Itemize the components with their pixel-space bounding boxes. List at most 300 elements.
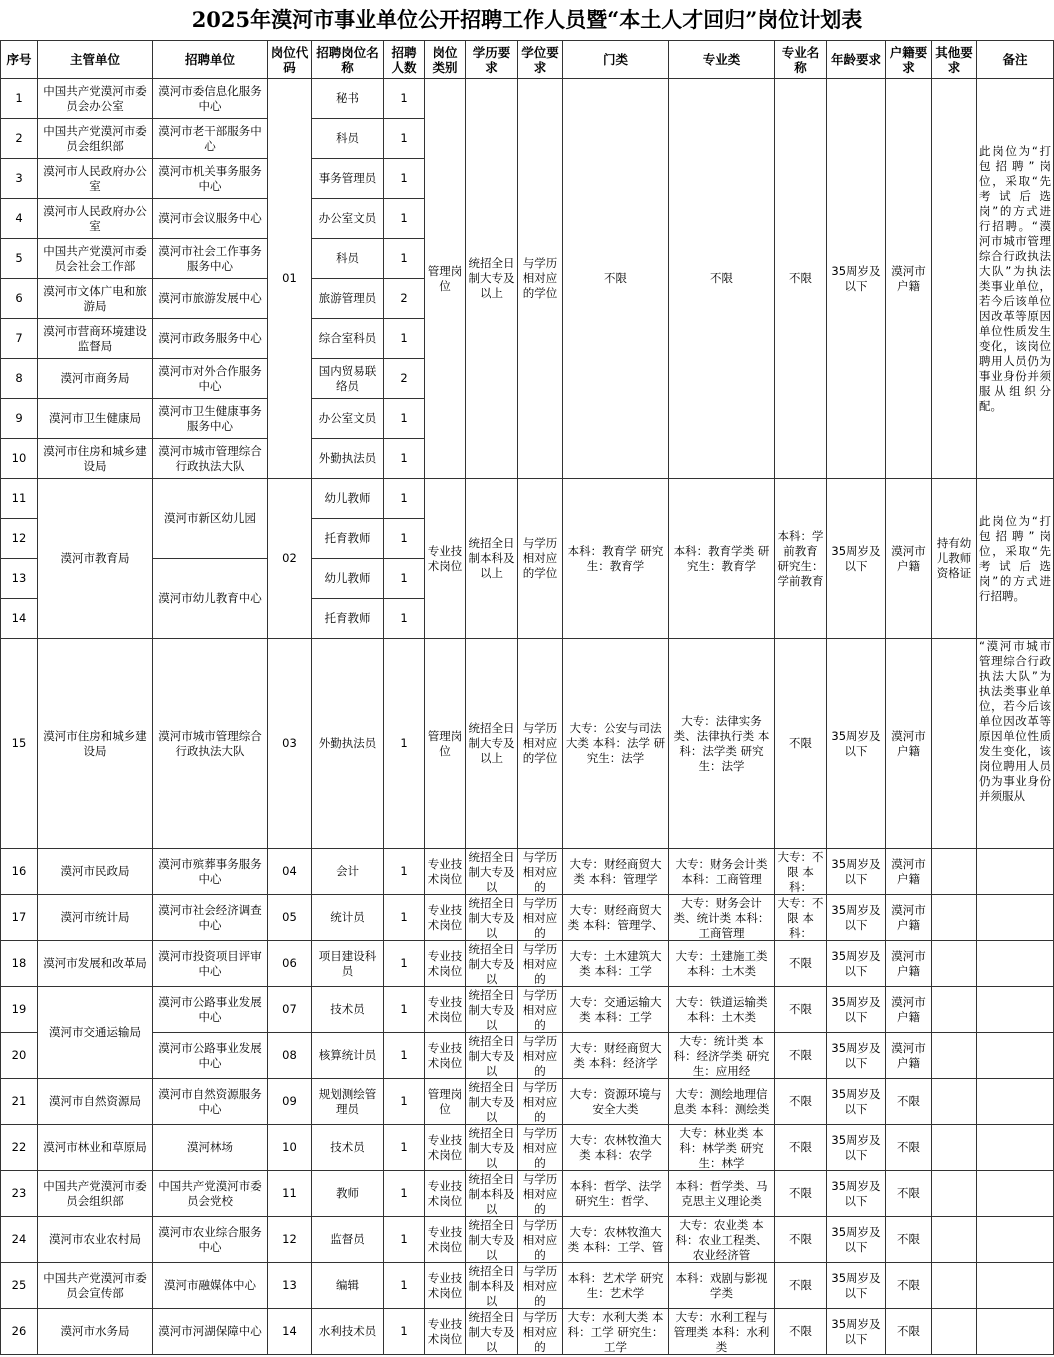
table-row	[1, 941, 1054, 987]
cell-dept: 漠河市统计局	[38, 895, 153, 941]
cell-note	[977, 849, 1054, 895]
cell-deg: 与学历相对应的学位	[518, 79, 563, 479]
cell-post: 会计	[312, 849, 384, 895]
cell-deg: 与学历相对应的学位	[518, 639, 563, 849]
cell-post: 科员	[312, 239, 384, 279]
cell-post: 托育教师	[312, 519, 384, 559]
cell-code: 05	[268, 895, 312, 941]
cell-dept: 漠河市住房和城乡建设局	[38, 639, 153, 849]
cell-name: 大专：不限 本科：	[775, 895, 827, 941]
cell-unit: 漠河市政务服务中心	[153, 319, 268, 359]
cell-no: 19	[1, 987, 38, 1033]
header-cell: 招聘岗位名称	[312, 41, 384, 79]
cell-deg: 与学历相对应的	[518, 941, 563, 987]
cell-age: 35周岁及以下	[827, 1171, 886, 1217]
cell-cat: 专业技术岗位	[425, 987, 466, 1033]
cell-unit: 漠河市投资项目评审中心	[153, 941, 268, 987]
cell-name: 不限	[775, 1309, 827, 1355]
table-row	[1, 1217, 1054, 1263]
table-row	[1, 1079, 1054, 1125]
header-cell: 其他要求	[932, 41, 977, 79]
cell-no: 25	[1, 1263, 38, 1309]
cell-hukou: 不限	[886, 1079, 932, 1125]
cell-edu: 统招全日制大专及以	[466, 1079, 518, 1125]
cell-zhuan: 大专：法律实务类、法律执行类 本科：法学类 研究生：法学	[669, 639, 775, 849]
cell-other	[932, 1033, 977, 1079]
cell-edu: 统招全日制大专及以	[466, 1125, 518, 1171]
cell-no: 3	[1, 159, 38, 199]
cell-unit: 漠河市殡葬事务服务中心	[153, 849, 268, 895]
cell-men: 不限	[563, 79, 669, 479]
cell-cat: 专业技术岗位	[425, 1171, 466, 1217]
cell-num: 1	[384, 639, 425, 849]
cell-unit: 漠河市旅游发展中心	[153, 279, 268, 319]
cell-post: 办公室文员	[312, 399, 384, 439]
cell-hukou: 漠河市户籍	[886, 1033, 932, 1079]
cell-zhuan: 大专：土建施工类 本科：土木类	[669, 941, 775, 987]
cell-note: 此岗位为“打包招聘”岗位，采取“先考试后选岗”的方式进行招聘。	[977, 479, 1054, 639]
cell-men: 本科：教育学 研究生：教育学	[563, 479, 669, 639]
cell-code: 01	[268, 79, 312, 479]
cell-num: 1	[384, 1079, 425, 1125]
cell-name: 不限	[775, 1079, 827, 1125]
cell-num: 1	[384, 439, 425, 479]
cell-note	[977, 1079, 1054, 1125]
cell-name: 不限	[775, 79, 827, 479]
cell-cat: 专业技术岗位	[425, 1125, 466, 1171]
cell-deg: 与学历相对应的	[518, 1309, 563, 1355]
table-row	[1, 479, 1054, 519]
cell-unit: 漠河市社会经济调查中心	[153, 895, 268, 941]
cell-age: 35周岁及以下	[827, 1079, 886, 1125]
cell-dept: 漠河市住房和城乡建设局	[38, 439, 153, 479]
cell-men: 大专：水利大类 本科：工学 研究生：工学	[563, 1309, 669, 1355]
cell-name: 不限	[775, 987, 827, 1033]
cell-code: 12	[268, 1217, 312, 1263]
cell-unit: 漠河市公路事业发展中心	[153, 1033, 268, 1079]
cell-zhuan: 大专：铁道运输类 本科：土木类	[669, 987, 775, 1033]
table-row	[1, 1263, 1054, 1309]
cell-men: 大专：交通运输大类 本科：工学	[563, 987, 669, 1033]
cell-no: 5	[1, 239, 38, 279]
cell-hukou: 漠河市户籍	[886, 941, 932, 987]
cell-men: 大专：公安与司法大类 本科：法学 研究生：法学	[563, 639, 669, 849]
cell-other	[932, 987, 977, 1033]
cell-age: 35周岁及以下	[827, 1033, 886, 1079]
cell-cat: 管理岗位	[425, 639, 466, 849]
cell-other	[932, 849, 977, 895]
cell-dept: 漠河市文体广电和旅游局	[38, 279, 153, 319]
cell-unit: 漠河市老干部服务中心	[153, 119, 268, 159]
cell-code: 02	[268, 479, 312, 639]
page-title: 2025年漠河市事业单位公开招聘工作人员暨“本土人才回归”岗位计划表	[191, 7, 863, 32]
cell-zhuan: 不限	[669, 79, 775, 479]
cell-unit: 漠河市融媒体中心	[153, 1263, 268, 1309]
cell-note	[977, 1217, 1054, 1263]
header-cell: 备注	[977, 41, 1054, 79]
table-row	[1, 79, 1054, 119]
cell-post: 办公室文员	[312, 199, 384, 239]
cell-num: 1	[384, 895, 425, 941]
cell-age: 35周岁及以下	[827, 479, 886, 639]
cell-num: 1	[384, 119, 425, 159]
cell-cat: 管理岗位	[425, 79, 466, 479]
cell-unit: 漠河市社会工作事务服务中心	[153, 239, 268, 279]
cell-zhuan: 大专：水利工程与管理类 本科：水利类	[669, 1309, 775, 1355]
cell-men: 本科：艺术学 研究生：艺术学	[563, 1263, 669, 1309]
cell-dept: 漠河市民政局	[38, 849, 153, 895]
cell-num: 1	[384, 1263, 425, 1309]
cell-edu: 统招全日制大专及以	[466, 1033, 518, 1079]
cell-age: 35周岁及以下	[827, 1217, 886, 1263]
cell-dept: 漠河市商务局	[38, 359, 153, 399]
cell-no: 23	[1, 1171, 38, 1217]
cell-edu: 统招全日制大专及以	[466, 895, 518, 941]
cell-zhuan: 大专：农业类 本科：农业工程类、农业经济管	[669, 1217, 775, 1263]
cell-men: 大专：土木建筑大类 本科：工学	[563, 941, 669, 987]
cell-num: 1	[384, 1309, 425, 1355]
cell-cat: 专业技术岗位	[425, 895, 466, 941]
header-cell: 岗位代码	[268, 41, 312, 79]
cell-no: 9	[1, 399, 38, 439]
cell-dept: 漠河市营商环境建设监督局	[38, 319, 153, 359]
cell-unit: 漠河市卫生健康事务服务中心	[153, 399, 268, 439]
cell-post: 国内贸易联络员	[312, 359, 384, 399]
cell-dept: 漠河市人民政府办公室	[38, 159, 153, 199]
cell-age: 35周岁及以下	[827, 79, 886, 479]
cell-post: 核算统计员	[312, 1033, 384, 1079]
cell-no: 15	[1, 639, 38, 849]
cell-zhuan: 本科：教育学类 研究生：教育学	[669, 479, 775, 639]
cell-no: 1	[1, 79, 38, 119]
cell-hukou: 不限	[886, 1309, 932, 1355]
cell-unit: 漠河市城市管理综合行政执法大队	[153, 639, 268, 849]
cell-post: 统计员	[312, 895, 384, 941]
cell-name: 不限	[775, 1033, 827, 1079]
cell-edu: 统招全日制大专及以	[466, 1309, 518, 1355]
cell-name: 大专：不限 本科：	[775, 849, 827, 895]
cell-dept: 漠河市卫生健康局	[38, 399, 153, 439]
cell-zhuan: 大专：财务会计类 本科：工商管理	[669, 849, 775, 895]
cell-other	[932, 1079, 977, 1125]
cell-hukou: 漠河市户籍	[886, 987, 932, 1033]
cell-cat: 专业技术岗位	[425, 941, 466, 987]
cell-men: 大专：财经商贸大类 本科：管理学	[563, 849, 669, 895]
header-cell: 招聘人数	[384, 41, 425, 79]
cell-code: 10	[268, 1125, 312, 1171]
cell-cat: 专业技术岗位	[425, 849, 466, 895]
cell-other	[932, 1263, 977, 1309]
cell-hukou: 漠河市户籍	[886, 895, 932, 941]
cell-hukou: 漠河市户籍	[886, 639, 932, 849]
cell-post: 托育教师	[312, 599, 384, 639]
cell-men: 大专：财经商贸大类 本科：管理学、	[563, 895, 669, 941]
cell-code: 07	[268, 987, 312, 1033]
cell-cat: 专业技术岗位	[425, 1309, 466, 1355]
cell-no: 7	[1, 319, 38, 359]
cell-other	[932, 1217, 977, 1263]
cell-code: 04	[268, 849, 312, 895]
cell-num: 2	[384, 359, 425, 399]
cell-code: 13	[268, 1263, 312, 1309]
cell-unit: 漠河市新区幼儿园	[153, 479, 268, 559]
table-row	[1, 849, 1054, 895]
cell-age: 35周岁及以下	[827, 849, 886, 895]
cell-num: 1	[384, 1171, 425, 1217]
cell-dept: 漠河市人民政府办公室	[38, 199, 153, 239]
cell-hukou: 漠河市户籍	[886, 849, 932, 895]
table-row	[1, 639, 1054, 849]
cell-num: 1	[384, 79, 425, 119]
cell-num: 1	[384, 199, 425, 239]
cell-post: 旅游管理员	[312, 279, 384, 319]
cell-code: 11	[268, 1171, 312, 1217]
cell-name: 不限	[775, 1171, 827, 1217]
cell-dept: 漠河市自然资源局	[38, 1079, 153, 1125]
cell-num: 1	[384, 559, 425, 599]
cell-other	[932, 1309, 977, 1355]
cell-no: 12	[1, 519, 38, 559]
cell-num: 1	[384, 399, 425, 439]
header-cell: 专业类	[669, 41, 775, 79]
cell-edu: 统招全日制大专及以	[466, 849, 518, 895]
cell-post: 事务管理员	[312, 159, 384, 199]
cell-no: 26	[1, 1309, 38, 1355]
cell-dept: 漠河市交通运输局	[38, 987, 153, 1079]
cell-dept: 中国共产党漠河市委员会社会工作部	[38, 239, 153, 279]
cell-num: 1	[384, 849, 425, 895]
header-cell: 专业名称	[775, 41, 827, 79]
cell-zhuan: 大专：统计类 本科：经济学类 研究生：应用经	[669, 1033, 775, 1079]
header-cell: 学历要求	[466, 41, 518, 79]
cell-no: 10	[1, 439, 38, 479]
cell-age: 35周岁及以下	[827, 639, 886, 849]
cell-men: 大专：农林牧渔大类 本科：农学	[563, 1125, 669, 1171]
cell-age: 35周岁及以下	[827, 1125, 886, 1171]
cell-dept: 漠河市水务局	[38, 1309, 153, 1355]
cell-name: 不限	[775, 1263, 827, 1309]
cell-zhuan: 本科：戏剧与影视学类	[669, 1263, 775, 1309]
cell-hukou: 漠河市户籍	[886, 479, 932, 639]
cell-no: 8	[1, 359, 38, 399]
table-row	[1, 1125, 1054, 1171]
cell-no: 22	[1, 1125, 38, 1171]
cell-dept: 中国共产党漠河市委员会组织部	[38, 119, 153, 159]
cell-post: 幼儿教师	[312, 479, 384, 519]
cell-num: 1	[384, 1217, 425, 1263]
cell-zhuan: 本科：哲学类、马克思主义理论类	[669, 1171, 775, 1217]
cell-hukou: 不限	[886, 1125, 932, 1171]
cell-age: 35周岁及以下	[827, 1309, 886, 1355]
header-cell: 招聘单位	[153, 41, 268, 79]
cell-deg: 与学历相对应的	[518, 1263, 563, 1309]
header-cell: 主管单位	[38, 41, 153, 79]
cell-other: 持有幼儿教师资格证	[932, 479, 977, 639]
recruitment-table	[0, 40, 1054, 1355]
table-row	[1, 987, 1054, 1033]
cell-post: 技术员	[312, 987, 384, 1033]
table-row	[1, 1309, 1054, 1355]
header-cell: 户籍要求	[886, 41, 932, 79]
cell-code: 03	[268, 639, 312, 849]
cell-deg: 与学历相对应的	[518, 1033, 563, 1079]
table-row	[1, 895, 1054, 941]
cell-post: 技术员	[312, 1125, 384, 1171]
cell-note	[977, 1171, 1054, 1217]
cell-no: 4	[1, 199, 38, 239]
cell-other	[932, 79, 977, 479]
cell-name: 不限	[775, 941, 827, 987]
cell-name: 不限	[775, 639, 827, 849]
cell-unit: 中国共产党漠河市委员会党校	[153, 1171, 268, 1217]
table-row	[1, 1033, 1054, 1079]
cell-deg: 与学历相对应的	[518, 1079, 563, 1125]
cell-zhuan: 大专：测绘地理信息类 本科：测绘类	[669, 1079, 775, 1125]
cell-cat: 专业技术岗位	[425, 1217, 466, 1263]
cell-zhuan: 大专：林业类 本科：林学类 研究生：林学	[669, 1125, 775, 1171]
cell-edu: 统招全日制大专及以	[466, 1217, 518, 1263]
cell-deg: 与学历相对应的学位	[518, 479, 563, 639]
cell-men: 大专：农林牧渔大类 本科：工学、管	[563, 1217, 669, 1263]
cell-deg: 与学历相对应的	[518, 849, 563, 895]
cell-other	[932, 895, 977, 941]
cell-num: 1	[384, 1125, 425, 1171]
cell-post: 水利技术员	[312, 1309, 384, 1355]
cell-post: 综合室科员	[312, 319, 384, 359]
cell-num: 2	[384, 279, 425, 319]
cell-age: 35周岁及以下	[827, 987, 886, 1033]
cell-name: 不限	[775, 1217, 827, 1263]
cell-num: 1	[384, 159, 425, 199]
cell-unit: 漠河市对外合作服务中心	[153, 359, 268, 399]
header-cell: 门类	[563, 41, 669, 79]
cell-post: 外勤执法员	[312, 439, 384, 479]
cell-post: 编辑	[312, 1263, 384, 1309]
cell-unit: 漠河市委信息化服务中心	[153, 79, 268, 119]
cell-edu: 统招全日制大专及以	[466, 987, 518, 1033]
cell-age: 35周岁及以下	[827, 895, 886, 941]
cell-dept: 漠河市教育局	[38, 479, 153, 639]
table-row	[1, 1171, 1054, 1217]
cell-no: 18	[1, 941, 38, 987]
cell-post: 科员	[312, 119, 384, 159]
cell-dept: 中国共产党漠河市委员会宣传部	[38, 1263, 153, 1309]
cell-dept: 中国共产党漠河市委员会办公室	[38, 79, 153, 119]
cell-hukou: 不限	[886, 1171, 932, 1217]
cell-post: 项目建设科员	[312, 941, 384, 987]
cell-men: 本科：哲学、法学 研究生：哲学、	[563, 1171, 669, 1217]
cell-post: 规划测绘管理员	[312, 1079, 384, 1125]
cell-no: 6	[1, 279, 38, 319]
cell-note	[977, 1263, 1054, 1309]
cell-num: 1	[384, 599, 425, 639]
cell-hukou: 不限	[886, 1263, 932, 1309]
cell-deg: 与学历相对应的	[518, 1125, 563, 1171]
cell-unit: 漠河林场	[153, 1125, 268, 1171]
cell-no: 13	[1, 559, 38, 599]
cell-other	[932, 1125, 977, 1171]
header-cell: 序号	[1, 41, 38, 79]
header-row	[1, 41, 1054, 79]
header-cell: 学位要求	[518, 41, 563, 79]
cell-men: 大专：资源环境与安全大类	[563, 1079, 669, 1125]
cell-cat: 专业技术岗位	[425, 1033, 466, 1079]
cell-note: 此岗位为“打包招聘”岗位，采取“先考试后选岗”的方式进行招聘。“漠河市城市管理综合行政执法大队”为执法类事业单位，若今后该单位因改革等原因单位性质发生变化，该岗位聘用人员仍为事业身份并须服从组织分配。	[977, 79, 1054, 479]
cell-cat: 专业技术岗位	[425, 479, 466, 639]
cell-note: “漠河市城市管理综合行政执法大队”为执法类事业单位，若今后该单位因改革等原因单位性质发生变化，该岗位聘用人员仍为事业身份并须服从	[977, 639, 1054, 849]
cell-hukou: 漠河市户籍	[886, 79, 932, 479]
cell-name: 不限	[775, 1125, 827, 1171]
cell-no: 21	[1, 1079, 38, 1125]
cell-code: 14	[268, 1309, 312, 1355]
cell-other	[932, 1171, 977, 1217]
cell-code: 06	[268, 941, 312, 987]
cell-other	[932, 639, 977, 849]
cell-no: 16	[1, 849, 38, 895]
cell-post: 监督员	[312, 1217, 384, 1263]
cell-no: 17	[1, 895, 38, 941]
cell-num: 1	[384, 239, 425, 279]
cell-cat: 专业技术岗位	[425, 1263, 466, 1309]
cell-deg: 与学历相对应的	[518, 987, 563, 1033]
cell-no: 20	[1, 1033, 38, 1079]
header-cell: 年龄要求	[827, 41, 886, 79]
cell-deg: 与学历相对应的	[518, 895, 563, 941]
cell-unit: 漠河市河湖保障中心	[153, 1309, 268, 1355]
cell-post: 外勤执法员	[312, 639, 384, 849]
cell-edu: 统招全日制本科及以	[466, 1171, 518, 1217]
cell-note	[977, 987, 1054, 1033]
cell-deg: 与学历相对应的	[518, 1171, 563, 1217]
cell-num: 1	[384, 941, 425, 987]
cell-dept: 漠河市林业和草原局	[38, 1125, 153, 1171]
cell-note	[977, 1125, 1054, 1171]
cell-dept: 漠河市农业农村局	[38, 1217, 153, 1263]
cell-note	[977, 895, 1054, 941]
cell-note	[977, 1309, 1054, 1355]
cell-num: 1	[384, 319, 425, 359]
cell-edu: 统招全日制大专及以	[466, 941, 518, 987]
cell-unit: 漠河市幼儿教育中心	[153, 559, 268, 639]
cell-code: 08	[268, 1033, 312, 1079]
cell-num: 1	[384, 1033, 425, 1079]
cell-post: 幼儿教师	[312, 559, 384, 599]
cell-deg: 与学历相对应的	[518, 1217, 563, 1263]
cell-dept: 漠河市发展和改革局	[38, 941, 153, 987]
cell-no: 11	[1, 479, 38, 519]
cell-edu: 统招全日制本科及以上	[466, 479, 518, 639]
cell-no: 24	[1, 1217, 38, 1263]
cell-zhuan: 大专：财务会计类、统计类 本科：工商管理	[669, 895, 775, 941]
header-cell: 岗位类别	[425, 41, 466, 79]
cell-no: 2	[1, 119, 38, 159]
cell-note	[977, 1033, 1054, 1079]
cell-edu: 统招全日制本科及以	[466, 1263, 518, 1309]
cell-dept: 中国共产党漠河市委员会组织部	[38, 1171, 153, 1217]
cell-edu: 统招全日制大专及以上	[466, 639, 518, 849]
cell-note	[977, 941, 1054, 987]
cell-age: 35周岁及以下	[827, 1263, 886, 1309]
cell-code: 09	[268, 1079, 312, 1125]
cell-unit: 漠河市城市管理综合行政执法大队	[153, 439, 268, 479]
cell-no: 14	[1, 599, 38, 639]
cell-post: 秘书	[312, 79, 384, 119]
cell-edu: 统招全日制大专及以上	[466, 79, 518, 479]
cell-num: 1	[384, 479, 425, 519]
cell-cat: 管理岗位	[425, 1079, 466, 1125]
cell-age: 35周岁及以下	[827, 941, 886, 987]
cell-num: 1	[384, 987, 425, 1033]
